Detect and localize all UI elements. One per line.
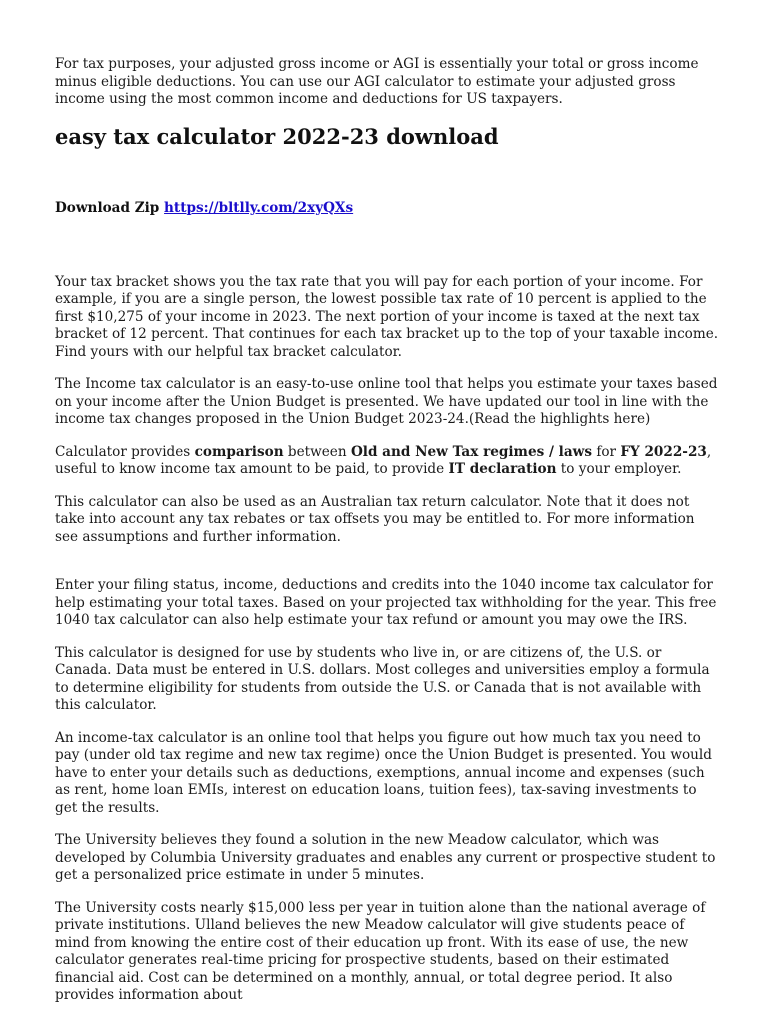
calculator-provides-paragraph (55, 444, 720, 479)
university-costs-paragraph: The University costs nearly $15,000 less per year in tuition alone than the national average of private institutions. Ulland believes the new Meadow calculator will give students peace of mind from knowing the entire cost of their education up front. With its ease of use, the new calculator generates real-time pricing for prospective students, based on their estimated financial aid. Cost can be determined on a monthly, annual, or total degree period. It also provides information about (55, 899, 706, 1003)
download-line (55, 200, 720, 217)
students-paragraph: This calculator is designed for use by students who live in, or are citizens of, the U.S. or Canada. Data must be entered in U.S. dollars. Most colleges and universities employ a formula to determine eligibility for students from outside the U.S. or Canada that is not available with this calculator. (55, 644, 710, 713)
download-label: Download Zip (55, 199, 160, 216)
provides-text-4: , useful to know income tax amount to be paid, to provide (55, 443, 712, 477)
provides-text-2: between (283, 443, 351, 460)
provides-bold-it-declaration: IT declaration (448, 461, 557, 477)
income-tax-calculator-paragraph: The Income tax calculator is an easy-to-use online tool that helps you estimate your taxes based on your income after the Union Budget is presented. We have updated our tool in line with the income tax changes proposed in the Union Budget 2023-24.(Read the highlights here) (55, 376, 718, 427)
download-link[interactable]: https://bltlly.com/2xyQXs (164, 199, 354, 216)
meadow-paragraph: The University believes they found a solution in the new Meadow calculator, which was developed by Columbia University graduates and enables any current or prospective student to get a personalized price estimate in under 5 minutes. (55, 832, 716, 883)
page-title: easy tax calculator 2022-23 download (55, 123, 499, 149)
provides-text-1: Calculator provides (55, 443, 195, 460)
provides-bold-fy: FY 2022-23 (620, 443, 707, 460)
australian-paragraph: This calculator can also be used as an Australian tax return calculator. Note that it does not take into account any tax rebates or tax offsets you may be entitled to. For more information see assumptions and further information. (55, 493, 695, 545)
tax-bracket-paragraph: Your tax bracket shows you the tax rate that you will pay for each portion of your income. For example, if you are a single person, the lowest possible tax rate of 10 percent is applied to the first $10,275 of your income in 2023. The next portion of your income is taxed at the next tax bracket of 12 percent. That continues for each tax bracket up to the top of your taxable income. Find yours with our helpful tax bracket calculator. (55, 273, 719, 360)
form-1040-paragraph: Enter your filing status, income, deductions and credits into the 1040 income tax calculator for help estimating your total taxes. Based on your projected tax withholding for the year. This free 1040 tax calculator can also help estimate your tax refund or amount you may owe the IRS. (55, 577, 717, 628)
intro-paragraph: For tax purposes, your adjusted gross income or AGI is essentially your total or gross income minus eligible deductions. You can use our AGI calculator to estimate your adjusted gross income using the most common income and deductions for US taxpayers. (55, 56, 699, 107)
provides-text-3: for (592, 443, 621, 460)
provides-text-5: to your employer. (556, 461, 682, 477)
online-tool-paragraph: An income-tax calculator is an online tool that helps you figure out how much tax you need to pay (under old tax regime and new tax regime) once the Union Budget is presented. You would have to enter your details such as deductions, exemptions, annual income and expenses (such as rent, home loan EMIs, interest on education loans, tuition fees), tax-saving investments to get the results. (55, 729, 712, 816)
provides-bold-comparison: comparison (194, 443, 284, 460)
provides-bold-regimes: Old and New Tax regimes / laws (350, 443, 593, 460)
